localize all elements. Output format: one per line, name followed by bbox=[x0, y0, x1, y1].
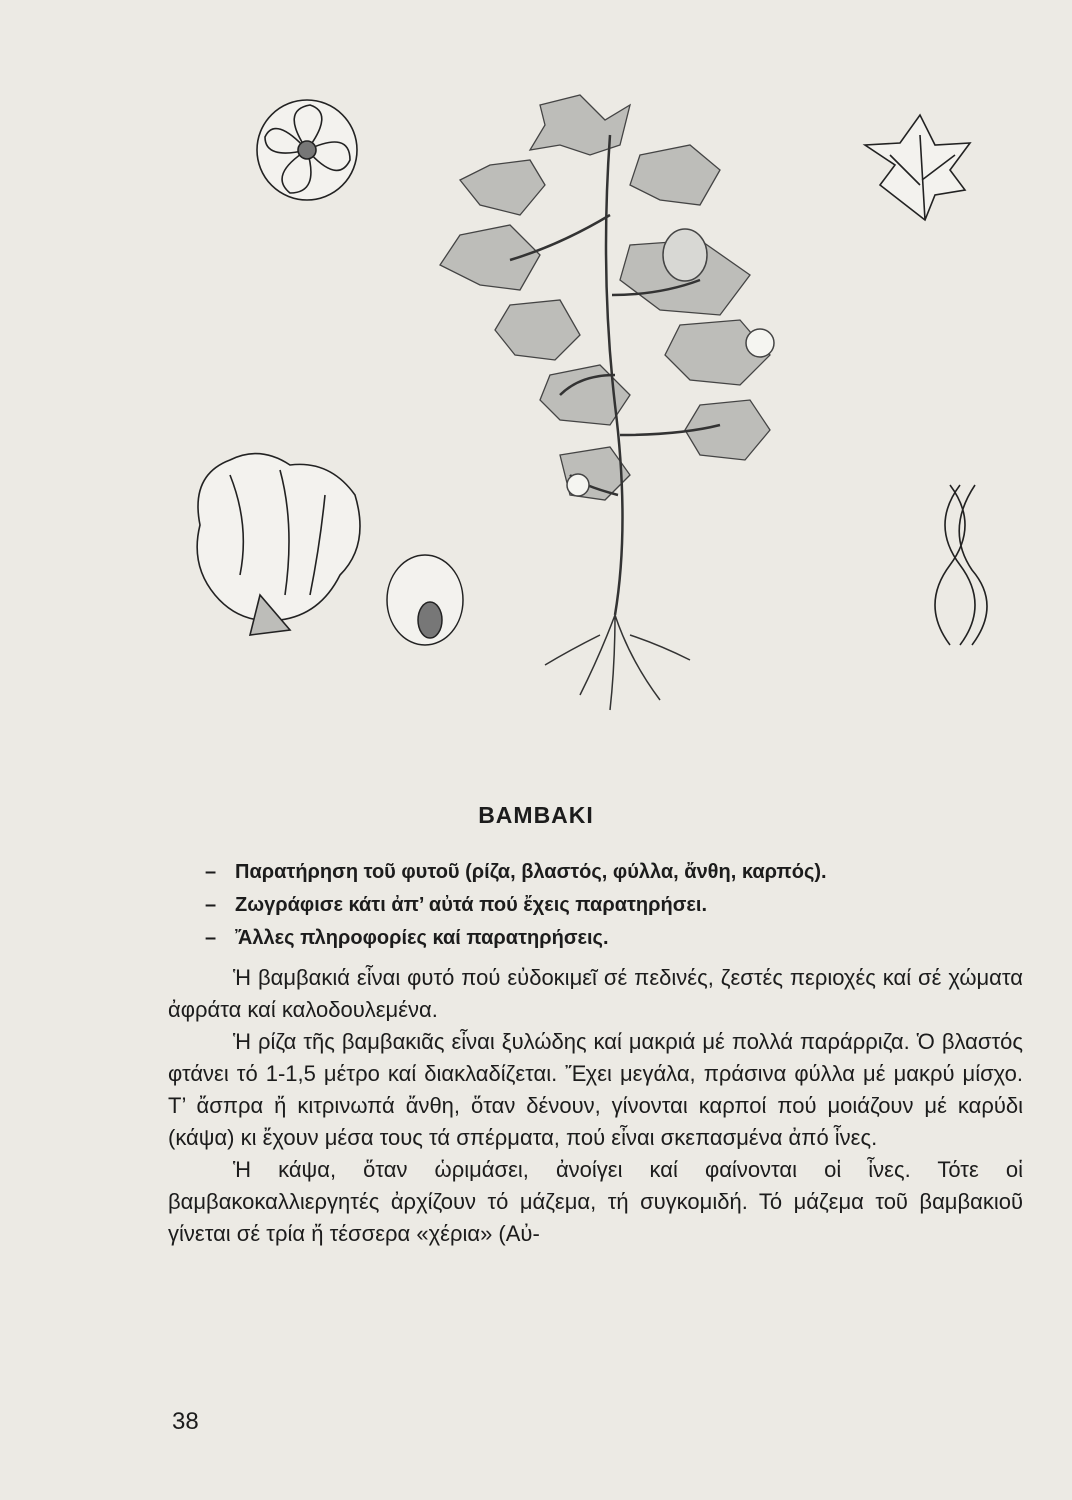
cotton-illustration bbox=[160, 75, 1020, 715]
cotton-flower-icon bbox=[257, 100, 357, 200]
instructions-list bbox=[205, 856, 1025, 955]
instruction-item: – Ἄλλες πληροφορίες καί παρατηρήσεις. bbox=[205, 927, 609, 949]
instruction-item: – Ζωγράφισε κάτι ἀπ’ αὐτά πού ἔχεις παρατηρήσει. bbox=[205, 894, 708, 916]
body-text bbox=[168, 962, 1023, 1250]
instruction-item: – Παρατήρηση τοῦ φυτοῦ (ρίζα, βλαστός, φύλλα, ἄνθη, καρπός). bbox=[205, 861, 827, 883]
open-cotton-boll-icon bbox=[197, 454, 360, 635]
cotton-plant-icon bbox=[440, 95, 774, 710]
cotton-leaf-icon bbox=[865, 115, 970, 220]
paragraph: Ἡ βαμβακιά εἶναι φυτό πού εὐδοκιμεῖ σέ πεδινές, ζεστές περιοχές καί σέ χώματα ἀφράτα καί καλοδουλεμένα. bbox=[168, 965, 1023, 1022]
paragraph: Ἡ ρίζα τῆς βαμβακιᾶς εἶναι ξυλώδης καί μακριά μέ πολλά παράρριζα. Ὁ βλαστός φτάνει τό 1-1,5 μέτρο καί διακλαδίζεται. Ἔχει μεγάλα, πράσινα φύλλα μέ μακρύ μίσχο. Τ’ ἄσπρα ἤ κιτρινωπά ἄνθη, ὅταν δένουν, γίνονται καρποί πού μοιάζουν μέ καρύδι (κάψα) κι ἔχουν μέσα τους τά σπέρματα, πού εἶναι σκεπασμένα ἀπό ἶνες. bbox=[168, 1029, 1023, 1150]
page-number: 38 bbox=[172, 1408, 199, 1435]
page-title: ΒΑΜΒΑΚΙ bbox=[478, 802, 594, 828]
paragraph: Ἡ κάψα, ὅταν ὡριμάσει, ἀνοίγει καί φαίνονται οἱ ἶνες. Τότε οἱ βαμβακοκαλλιεργητές ἀρχίζουν τό μάζεμα, τή συγκομιδή. Τό μάζεμα τοῦ βαμβακιοῦ γίνεται σέ τρία ἤ τέσσερα «χέρια» (Αὐ- bbox=[168, 1157, 1023, 1246]
cotton-seed-icon bbox=[387, 555, 463, 645]
cotton-fibers-icon bbox=[935, 485, 987, 645]
